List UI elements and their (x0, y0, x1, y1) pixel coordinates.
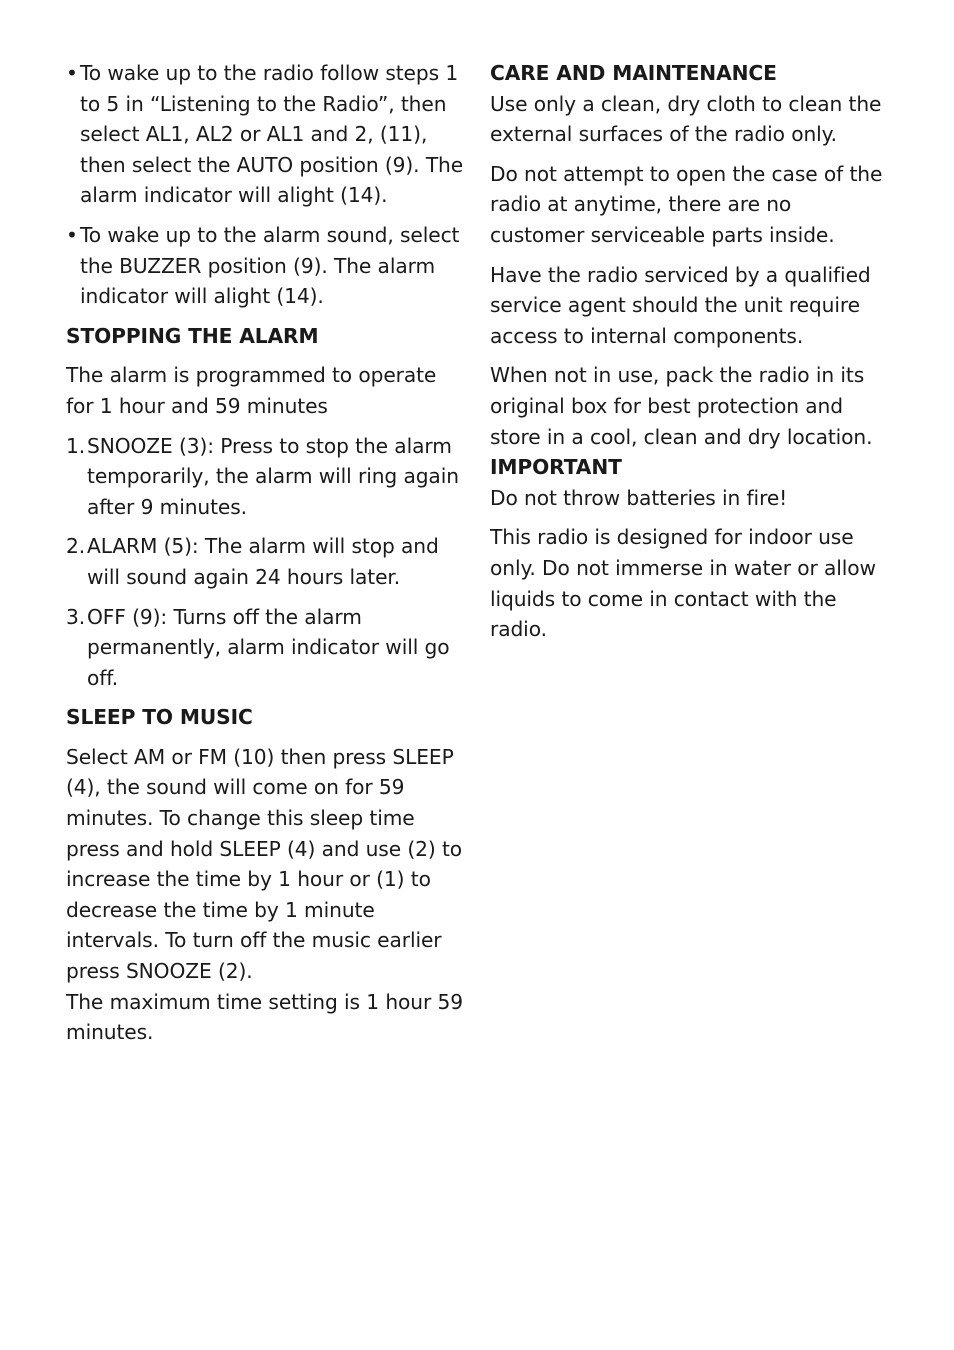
list-item-off (66, 602, 466, 694)
list-text: ALARM (5): The alarm will stop and will sound again 24 hours later. (87, 534, 439, 589)
important-paragraph: Do not throw batteries in fire! (490, 485, 788, 510)
heading-stopping-alarm: STOPPING THE ALARM (66, 323, 319, 348)
bullet-mark: • (66, 222, 78, 247)
list-item-snooze (66, 431, 466, 523)
care-paragraph: When not in use, pack the radio in its original box for best protection and store in a cool, clean and dry location. (490, 363, 873, 449)
care-paragraph: Do not attempt to open the case of the radio at anytime, there are no customer serviceable parts inside. (490, 161, 883, 247)
list-number: 2. (66, 534, 86, 559)
list-number: 3. (66, 604, 86, 629)
list-number: 1. (66, 433, 86, 458)
list-text: SNOOZE (3): Press to stop the alarm temporarily, the alarm will ring again after 9 minutes. (87, 433, 459, 519)
care-paragraph: Have the radio serviced by a qualified service agent should the unit require access to internal components. (490, 262, 871, 348)
list-text: OFF (9): Turns off the alarm permanently, alarm indicator will go off. (87, 604, 450, 690)
heading-important: IMPORTANT (490, 455, 622, 480)
heading-sleep-to-music: SLEEP TO MUSIC (66, 705, 253, 730)
bullet-mark: • (66, 61, 78, 85)
heading-care-maintenance: CARE AND MAINTENANCE (490, 61, 777, 85)
list-item-alarm (66, 531, 466, 592)
bullet-text: To wake up to the radio follow steps 1 to 5 in “Listening to the Radio”, then select AL1, AL2 or AL1 and 2, (11), then select the AUTO position (9). The alarm indicator will alight (14). (80, 61, 464, 208)
bullet-wake-radio (66, 58, 466, 211)
sleep-max: The maximum time setting is 1 hour 59 minutes. (66, 989, 463, 1045)
right-column (490, 58, 890, 645)
stopping-intro: The alarm is programmed to operate for 1 hour and 59 minutes (66, 363, 437, 418)
sleep-body: Select AM or FM (10) then press SLEEP (4), the sound will come on for 59 minutes. To change this sleep time press and hold SLEEP (4) and use (2) to increase the time by 1 hour or (1) to decrease the time by 1 minute intervals. To turn off the music earlier press SNOOZE (2). (66, 744, 463, 984)
important-paragraph: This radio is designed for indoor use only. Do not immerse in water or allow liquids to come in contact with the radio. (490, 525, 876, 642)
bullet-text: To wake up to the alarm sound, select the BUZZER position (9). The alarm indicator will alight (14). (80, 222, 460, 309)
left-column (66, 58, 466, 1048)
bullet-wake-alarm (66, 220, 466, 312)
care-paragraph: Use only a clean, dry cloth to clean the external surfaces of the radio only. (490, 91, 882, 147)
